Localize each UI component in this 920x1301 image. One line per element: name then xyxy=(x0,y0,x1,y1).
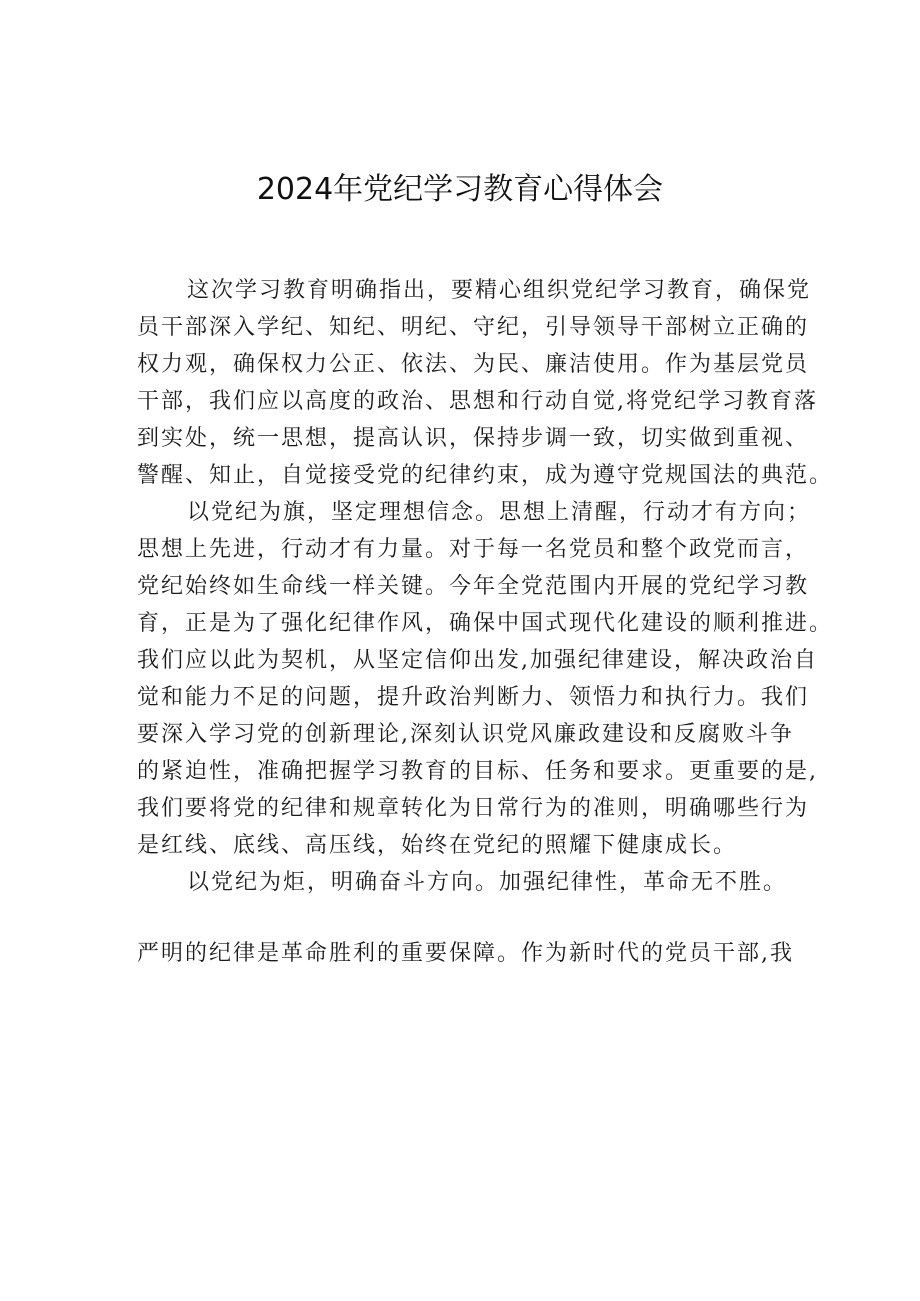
document-title: 2024年党纪学习教育心得体会 xyxy=(256,172,664,207)
paragraph-line: 党纪始终如生命线一样关键。今年全党范围内开展的党纪学习教 xyxy=(137,574,810,599)
paragraph-line: 觉和能力不足的问题，提升政治判断力、领悟力和执行力。我们 xyxy=(137,685,810,710)
paragraph-line: 的紧迫性，准确把握学习教育的目标、任务和要求。更重要的是, xyxy=(137,759,818,784)
paragraph-line: 严明的纪律是革命胜利的重要保障。作为新时代的党员干部,我 xyxy=(137,941,794,966)
paragraph-line: 要深入学习党的创新理论,深刻认识党风廉政建设和反腐败斗争 xyxy=(137,722,794,747)
paragraph-line: 我们应以此为契机，从坚定信仰出发,加强纪律建设，解决政治自 xyxy=(137,648,818,673)
paragraph-line: 警醒、知止，自觉接受党的纪律约束，成为遵守党规国法的典范。 xyxy=(137,463,834,488)
paragraph-line: 是红线、底线、高压线，始终在党纪的照耀下健康成长。 xyxy=(137,833,738,858)
paragraph-line: 思想上先进，行动才有力量。对于每一名党员和整个政党而言， xyxy=(137,537,810,562)
paragraph-line: 员干部深入学纪、知纪、明纪、守纪，引导领导干部树立正确的 xyxy=(137,315,810,340)
document-body xyxy=(137,272,834,972)
paragraph-line: 这次学习教育明确指出，要精心组织党纪学习教育，确保党 xyxy=(187,278,812,303)
paragraph-line: 干部，我们应以高度的政治、思想和行动自觉,将党纪学习教育落 xyxy=(137,389,818,414)
paragraph-line: 育，正是为了强化纪律作风，确保中国式现代化建设的顺利推进。 xyxy=(137,611,834,636)
paragraph-line: 以党纪为炬，明确奋斗方向。加强纪律性，革命无不胜。 xyxy=(187,870,788,895)
paragraph-line: 我们要将党的纪律和规章转化为日常行为的准则，明确哪些行为 xyxy=(137,796,810,821)
paragraph-gap xyxy=(137,901,797,935)
paragraph-line: 权力观，确保权力公正、依法、为民、廉洁使用。作为基层党员 xyxy=(137,352,810,377)
paragraph-line: 以党纪为旗，坚定理想信念。思想上清醒，行动才有方向； xyxy=(187,500,812,525)
paragraph-line: 到实处，统一思想，提高认识，保持步调一致，切实做到重视、 xyxy=(137,426,810,451)
